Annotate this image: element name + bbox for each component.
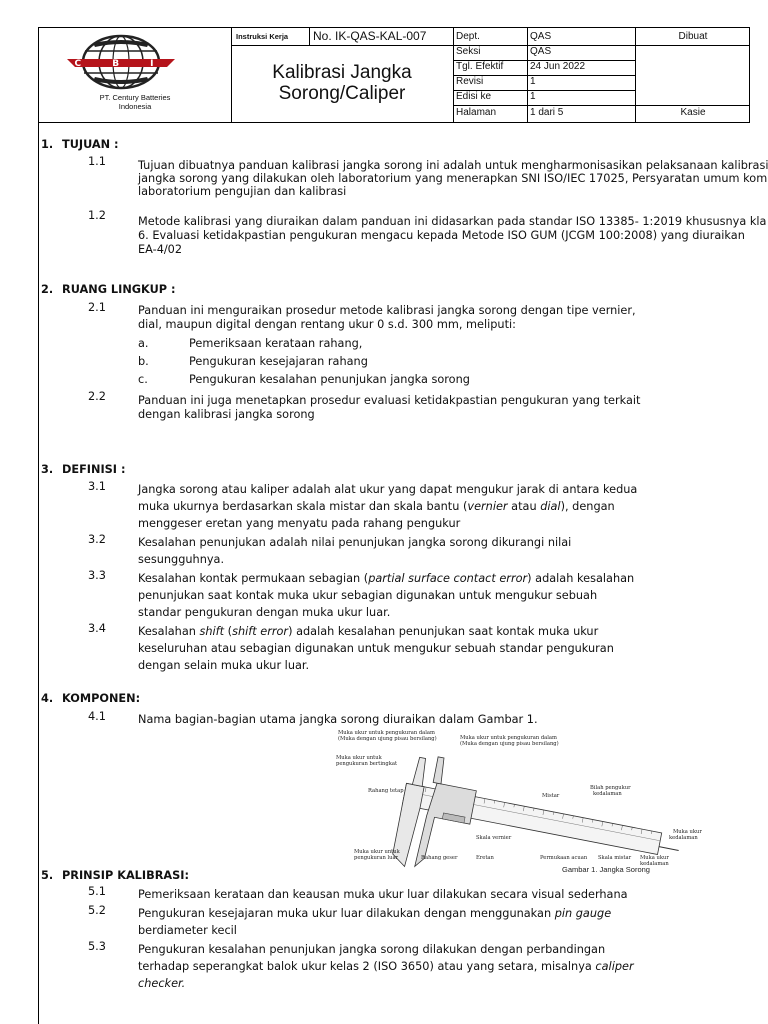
clause-number: 3.4 bbox=[88, 622, 106, 635]
paragraph-line: checker. bbox=[138, 977, 186, 990]
paragraph-line: standar pengukuran dengan muka ukur luar. bbox=[138, 606, 391, 619]
meta-label-seksi: Seksi bbox=[456, 46, 481, 57]
paragraph-line: muka ukurnya berdasarkan skala mistar dan skala bantu (vernier atau dial), dengan bbox=[138, 500, 615, 513]
meta-label-revision: Revisi bbox=[456, 76, 484, 87]
paragraph-line: laboratorium pengujian dan kalibrasi bbox=[138, 185, 347, 198]
list-item: Pemeriksaan kerataan rahang, bbox=[189, 337, 363, 350]
meta-label-effective-date: Tgl. Efektif bbox=[456, 61, 504, 72]
clause-number: 2.2 bbox=[88, 390, 106, 403]
paragraph-line: dengan selain muka ukur luar. bbox=[138, 659, 310, 672]
paragraph-line: Tujuan dibuatnya panduan kalibrasi jangka sorong ini adalah untuk mengharmonisasikan pelaksanaan kalibrasi bbox=[138, 159, 768, 172]
figure-label: Muka ukur untuk bbox=[336, 755, 382, 761]
company-name: PT. Century Batteries bbox=[99, 93, 171, 102]
paragraph-line: 6. Evaluasi ketidakpastian pengukuran mengacu kepada Metode ISO GUM (JCGM 100:2008) yang diuraikan bbox=[138, 229, 745, 242]
figure-label: kedalaman bbox=[669, 835, 698, 841]
section-title-komponen: KOMPONEN: bbox=[62, 692, 141, 705]
doc-title-line2: Sorong/Caliper bbox=[278, 83, 406, 104]
figure-label: Skala vernier bbox=[476, 835, 512, 841]
meta-label-edition: Edisi ke bbox=[456, 91, 492, 102]
clause-number: 2.1 bbox=[88, 301, 106, 314]
company-country: Indonesia bbox=[118, 102, 152, 111]
list-item-letter: a. bbox=[138, 337, 149, 350]
clause-number: 5.3 bbox=[88, 940, 106, 953]
figure-label: Muka ukur bbox=[640, 855, 669, 861]
meta-value-seksi: QAS bbox=[530, 46, 552, 57]
header-divider bbox=[231, 45, 453, 46]
section-number: 2. bbox=[41, 283, 54, 296]
paragraph-line: Panduan ini menguraikan prosedur metode kalibrasi jangka sorong dengan tipe vernier, bbox=[138, 304, 636, 317]
paragraph-line: terhadap seperangkat balok ukur kelas 2 (ISO 3650) atau yang setara, misalnya caliper bbox=[138, 960, 634, 973]
doc-type-label: Instruksi Kerja bbox=[236, 32, 289, 41]
figure-label: Permukaan acuan bbox=[540, 855, 588, 861]
paragraph-line: Nama bagian-bagian utama jangka sorong diuraikan dalam Gambar 1. bbox=[138, 713, 538, 726]
paragraph-line: EA-4/02 bbox=[138, 243, 183, 256]
figure-label: kedalaman bbox=[640, 861, 669, 867]
list-item-letter: b. bbox=[138, 355, 149, 368]
paragraph-line: keseluruhan atau sebagian digunakan untuk mengukur sebuah standar pengukuran bbox=[138, 642, 614, 655]
paragraph-line: Jangka sorong atau kaliper adalah alat ukur yang dapat mengukur jarak di antara kedua bbox=[138, 483, 638, 496]
doc-number: No. IK-QAS-KAL-007 bbox=[313, 29, 427, 43]
list-item-letter: c. bbox=[138, 373, 148, 386]
paragraph-line: Kesalahan kontak permukaan sebagian (partial surface contact error) adalah kesalahan bbox=[138, 572, 635, 585]
figure-label: Skala mistar bbox=[598, 855, 632, 861]
paragraph-line: menggeser eretan yang menyatu pada rahang pengukur bbox=[138, 517, 461, 530]
paragraph-line: Kesalahan shift (shift error) adalah kesalahan penunjukan saat kontak muka ukur bbox=[138, 625, 599, 638]
figure-label: Bilah pengukur bbox=[590, 785, 631, 791]
figure-label: pengukuran bertingkat bbox=[336, 761, 398, 767]
figure-label: Muka ukur bbox=[673, 829, 702, 835]
clause-number: 1.2 bbox=[88, 209, 106, 222]
figure-label: (Muka dengan ujung pisau bersilang) bbox=[338, 736, 437, 742]
figure-label: Muka ukur untuk bbox=[354, 849, 400, 855]
paragraph-line: Metode kalibrasi yang diuraikan dalam panduan ini didasarkan pada standar ISO 13385- 1:2019 khususnya kla bbox=[138, 215, 767, 228]
page-left-rule bbox=[38, 123, 39, 1024]
section-number: 3. bbox=[41, 463, 54, 476]
company-logo bbox=[63, 33, 179, 91]
figure-label: kedalaman bbox=[593, 791, 622, 797]
meta-value-page: 1 dari 5 bbox=[530, 107, 564, 118]
made-by-label: Dibuat bbox=[678, 31, 708, 42]
paragraph-line: dengan kalibrasi jangka sorong bbox=[138, 408, 315, 421]
header-divider bbox=[453, 45, 749, 46]
figure-label: (Muka dengan ujung pisau bersilang) bbox=[460, 741, 559, 747]
meta-label-dept: Dept. bbox=[456, 31, 480, 42]
paragraph-line: Kesalahan penunjukan adalah nilai penunjukan jangka sorong dikurangi nilai bbox=[138, 536, 572, 549]
clause-number: 1.1 bbox=[88, 155, 106, 168]
clause-number: 4.1 bbox=[88, 710, 106, 723]
paragraph-line: Pengukuran kesalahan penunjukan jangka sorong dilakukan dengan perbandingan bbox=[138, 943, 606, 956]
paragraph-line: penunjukan saat kontak muka ukur sebagian digunakan untuk mengukur sebuah bbox=[138, 589, 598, 602]
svg-text:C B I: C B I bbox=[74, 59, 168, 69]
figure-label: pengukuran luar bbox=[354, 855, 399, 861]
section-title-definisi: DEFINISI : bbox=[62, 463, 126, 476]
meta-value-dept: QAS bbox=[530, 31, 552, 42]
caliper-figure bbox=[334, 727, 704, 875]
figure-caption: Gambar 1. Jangka Sorong bbox=[562, 865, 650, 874]
list-item: Pengukuran kesejajaran rahang bbox=[189, 355, 368, 368]
clause-number: 3.3 bbox=[88, 569, 106, 582]
header-divider bbox=[309, 28, 310, 45]
clause-number: 3.2 bbox=[88, 533, 106, 546]
section-number: 1. bbox=[41, 138, 54, 151]
header-divider bbox=[453, 105, 749, 106]
clause-number: 5.2 bbox=[88, 904, 106, 917]
section-number: 4. bbox=[41, 692, 54, 705]
figure-label: Eretan bbox=[476, 855, 494, 861]
doc-title-line1: Kalibrasi Jangka bbox=[272, 62, 412, 83]
paragraph-line: jangka sorong yang dilakukan oleh laboratorium yang menerapkan SNI ISO/IEC 17025, Persyaratan umum kom bbox=[138, 172, 768, 185]
list-item: Pengukuran kesalahan penunjukan jangka sorong bbox=[189, 373, 470, 386]
clause-number: 5.1 bbox=[88, 885, 106, 898]
paragraph-line: dial, maupun digital dengan rentang ukur 0 s.d. 300 mm, meliputi: bbox=[138, 318, 516, 331]
document-header bbox=[38, 27, 750, 123]
meta-value-revision: 1 bbox=[530, 76, 536, 87]
figure-label: Mistar bbox=[542, 793, 560, 799]
paragraph-line: berdiameter kecil bbox=[138, 924, 237, 937]
paragraph-line: Pengukuran kesejajaran muka ukur luar dilakukan dengan menggunakan pin gauge bbox=[138, 907, 612, 920]
figure-label: Rahang geser bbox=[421, 855, 458, 861]
meta-value-effective-date: 24 Jun 2022 bbox=[530, 61, 586, 72]
section-title-prinsip-kalibrasi: PRINSIP KALIBRASI: bbox=[62, 869, 189, 882]
meta-label-page: Halaman bbox=[456, 107, 497, 118]
section-title-tujuan: TUJUAN : bbox=[62, 138, 119, 151]
clause-number: 3.1 bbox=[88, 480, 106, 493]
section-number: 5. bbox=[41, 869, 54, 882]
paragraph-line: Panduan ini juga menetapkan prosedur evaluasi ketidakpastian pengukuran yang terkait bbox=[138, 394, 641, 407]
figure-label: Muka ukur untuk pengukuran dalam bbox=[460, 735, 557, 741]
figure-label: Rahang tetap bbox=[368, 788, 404, 794]
paragraph-line: sesungguhnya. bbox=[138, 553, 225, 566]
section-title-ruang-lingkup: RUANG LINGKUP : bbox=[62, 283, 176, 296]
figure-label: Muka ukur untuk pengukuran dalam bbox=[338, 730, 435, 736]
paragraph-line: Pemeriksaan kerataan dan keausan muka ukur luar dilakukan secara visual sederhana bbox=[138, 888, 628, 901]
meta-value-edition: 1 bbox=[530, 91, 536, 102]
kasie-label: Kasie bbox=[680, 107, 706, 118]
